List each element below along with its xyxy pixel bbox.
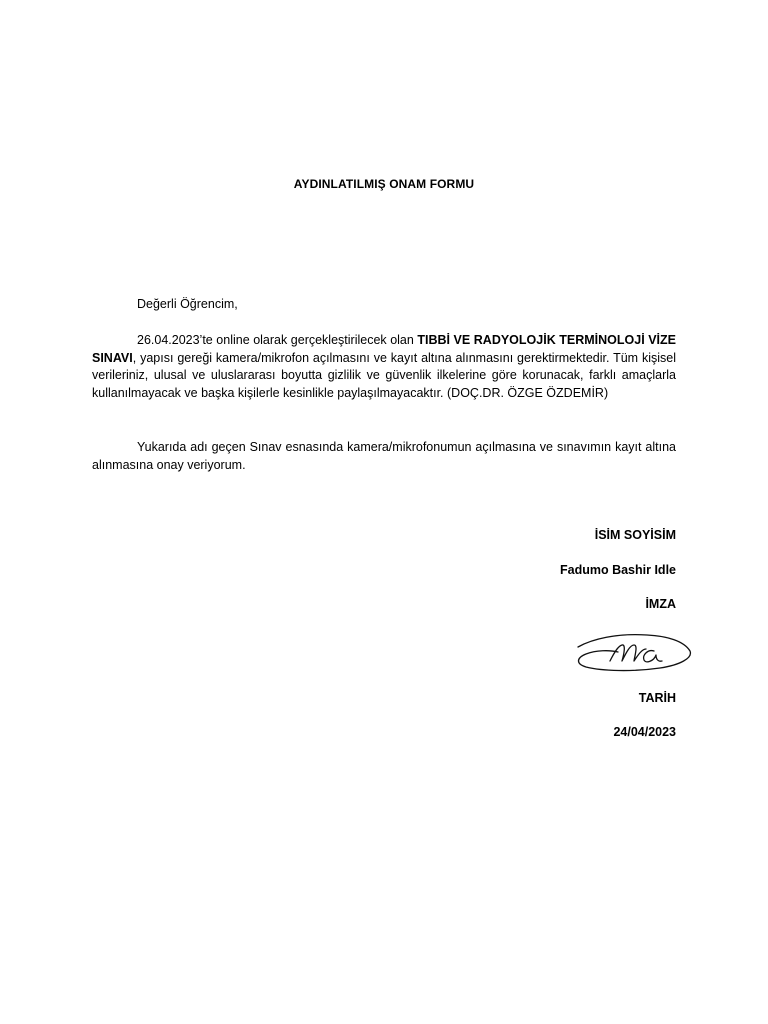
name-label: İSİM SOYİSİM xyxy=(594,528,676,542)
signature-label: İMZA xyxy=(645,597,676,611)
approval-paragraph: Yukarıda adı geçen Sınav esnasında kamera/mikrofonumun açılmasına ve sınavımın kayıt altına alınmasına onay veriyorum. xyxy=(92,440,676,472)
date-value: 24/04/2023 xyxy=(613,725,676,739)
date-label: TARİH xyxy=(638,691,676,705)
student-name: Fadumo Bashir Idle xyxy=(560,563,676,577)
consent-paragraph xyxy=(92,332,676,402)
handwritten-signature xyxy=(572,625,694,675)
paragraph-text-end: , yapısı gereği kamera/mikrofon açılmasını ve kayıt altına alınmasını gerektirmektedir. Tüm kişisel verileriniz, ulusal ve uluslararası boyutta gizlilik ve güvenlik ilkelerine göre korunacak, farklı amaçlarla kullanılmayacak ve başka kişilerle kesinlikle paylaşılmayacaktır. (DOÇ.DR. ÖZGE ÖZDEMİR) xyxy=(92,350,676,400)
form-title: AYDINLATILMIŞ ONAM FORMU xyxy=(293,177,475,191)
greeting: Değerli Öğrencim, xyxy=(137,297,238,311)
exam-name: TIBBİ VE RADYOLOJİK TERMİNOLOJİ VİZE SINAVI xyxy=(92,333,676,365)
paragraph-text-start: 26.04.2023’te online olarak gerçekleştirilecek olan xyxy=(137,333,418,347)
